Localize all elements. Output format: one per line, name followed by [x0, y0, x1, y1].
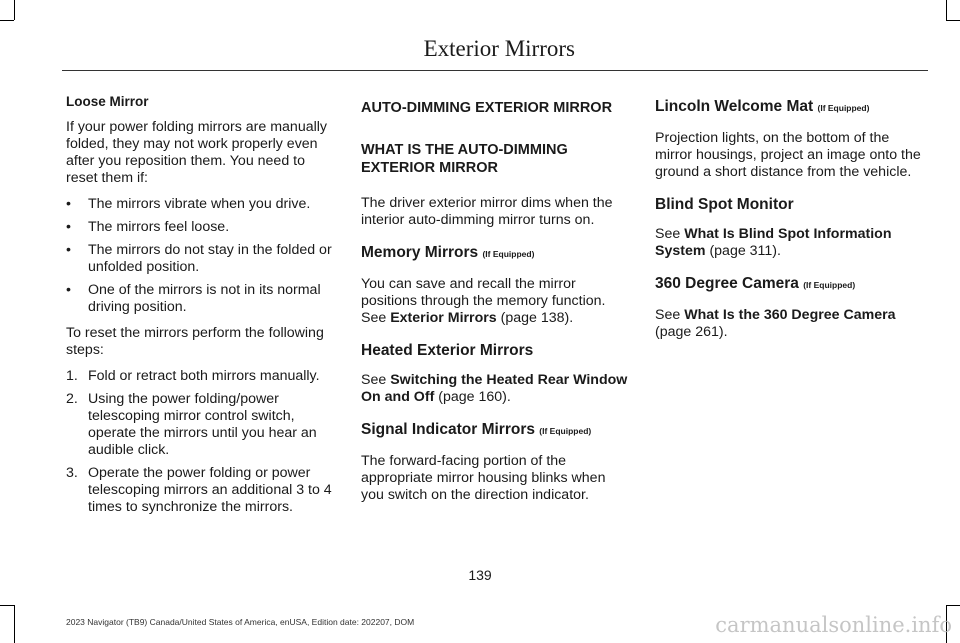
reset-intro: To reset the mirrors perform the following steps: [66, 325, 324, 358]
auto-dimming-text: The driver exterior mirror dims when the interior auto-dimming mirror turns on. [361, 195, 613, 228]
loose-mirror-intro: If your power folding mirrors are manually folded, they may not work properly even after you reposition them. You need to reset them if: [66, 119, 327, 186]
cross-reference-link[interactable]: What Is Blind Spot Information System [655, 226, 892, 259]
camera-text [655, 307, 927, 341]
if-equipped-tag: (If Equipped) [539, 426, 592, 436]
welcome-mat-heading [655, 97, 927, 118]
page-reference: (page 261). [655, 324, 728, 340]
signal-mirrors-text: The forward-facing portion of the appropriate mirror housing blinks when you switch on the direction indicator. [361, 453, 606, 503]
crop-mark-bottom-right-h [946, 605, 960, 606]
if-equipped-tag: (If Equipped) [803, 280, 856, 290]
see-text: See [655, 307, 681, 323]
list-item [66, 219, 334, 236]
cross-reference-link[interactable]: Switching the Heated Rear Window On and Off [361, 372, 628, 405]
cross-reference-link[interactable]: Exterior Mirrors [390, 310, 497, 326]
page-reference: (page 138). [500, 310, 574, 326]
bullet-marker: • [66, 282, 71, 298]
footer-edition-text: 2023 Navigator (TB9) Canada/United States of America, enUSA, Edition date: 202207, DOM [66, 617, 415, 627]
reset-steps [66, 368, 334, 516]
crop-mark-top-right-v [946, 0, 947, 20]
column-2 [361, 93, 631, 513]
list-item [66, 465, 334, 516]
see-text: See [361, 372, 387, 388]
crop-mark-bottom-left-h [0, 605, 14, 606]
blind-spot-heading: Blind Spot Monitor [655, 196, 794, 213]
crop-mark-top-right-h [946, 20, 960, 21]
blind-spot-text [655, 226, 927, 260]
memory-mirrors-text [361, 276, 631, 327]
memory-mirrors-heading [361, 243, 631, 264]
signal-mirrors-title: Signal Indicator Mirrors [361, 421, 535, 438]
list-item [66, 368, 334, 385]
crop-mark-top-left-v [14, 0, 15, 20]
camera-title: 360 Degree Camera [655, 275, 799, 292]
page-number: 139 [468, 567, 492, 583]
memory-mirrors-title: Memory Mirrors [361, 244, 479, 261]
if-equipped-tag: (If Equipped) [482, 249, 535, 259]
bullet-marker: • [66, 196, 71, 212]
list-item [66, 282, 334, 316]
see-text: See [655, 226, 681, 242]
page-header-title: Exterior Mirrors [423, 36, 575, 61]
list-item-text: Fold or retract both mirrors manually. [88, 368, 320, 384]
list-item [66, 196, 334, 213]
step-number: 3. [66, 465, 78, 481]
signal-mirrors-heading [361, 420, 631, 441]
list-item [66, 242, 334, 276]
watermark: carmanualsonline.info [715, 613, 952, 637]
column-1 [66, 93, 334, 525]
bullet-marker: • [66, 242, 71, 258]
list-item-text: The mirrors do not stay in the folded or unfolded position. [88, 242, 332, 275]
header-rule [62, 70, 928, 71]
loose-mirror-bullets [66, 196, 334, 316]
heated-mirrors-heading: Heated Exterior Mirrors [361, 342, 534, 359]
welcome-mat-text: Projection lights, on the bottom of the mirror housings, project an image onto the ground a short distance from the vehicle. [655, 130, 921, 180]
if-equipped-tag: (If Equipped) [817, 103, 870, 113]
list-item-text: The mirrors feel loose. [88, 219, 230, 235]
section-title: AUTO-DIMMING EXTERIOR MIRROR [361, 100, 613, 116]
crop-mark-bottom-left-v [14, 605, 15, 643]
list-item-text: Operate the power folding or power telescoping mirrors an additional 3 to 4 times to synchronize the mirrors. [88, 465, 332, 515]
page-reference: (page 311). [709, 243, 781, 259]
column-3 [655, 93, 927, 350]
list-item-text: The mirrors vibrate when you drive. [88, 196, 311, 212]
welcome-mat-title: Lincoln Welcome Mat [655, 98, 814, 115]
heated-mirrors-text [361, 372, 631, 406]
list-item [66, 391, 334, 459]
loose-mirror-heading: Loose Mirror [66, 94, 149, 109]
list-item-text: Using the power folding/power telescoping mirror control switch, operate the mirrors until you hear an audible click. [88, 391, 317, 458]
step-number: 2. [66, 391, 78, 407]
list-item-text: One of the mirrors is not in its normal driving position. [88, 282, 321, 315]
memory-text: You can save and recall the mirror positions through the memory function. See [361, 276, 606, 326]
page-reference: (page 160). [438, 389, 511, 405]
crop-mark-top-left-h [0, 20, 14, 21]
step-number: 1. [66, 368, 78, 384]
bullet-marker: • [66, 219, 71, 235]
cross-reference-link[interactable]: What Is the 360 Degree Camera [684, 307, 896, 323]
sub-section-title: WHAT IS THE AUTO-DIMMING EXTERIOR MIRROR [361, 142, 568, 176]
camera-heading [655, 274, 927, 295]
